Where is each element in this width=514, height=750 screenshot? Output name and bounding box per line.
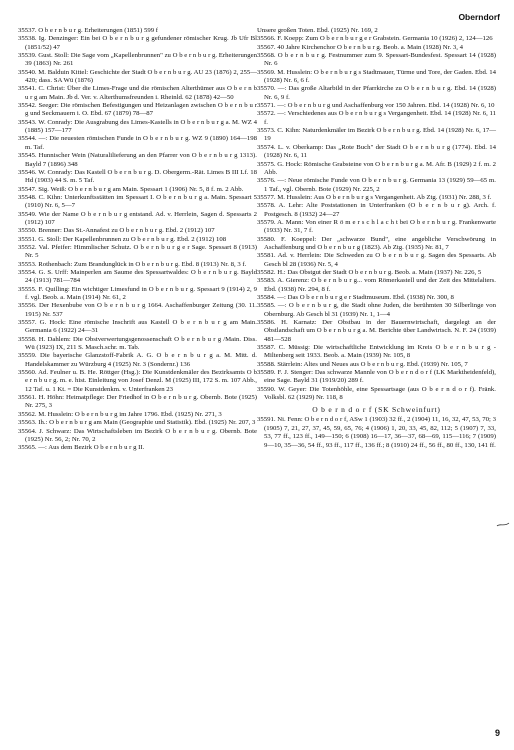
bib-entry: 35538. Ig. Denzinger: Ein bei O b e r n b u r g gefundener römischer Krug. Jb Ufr Bl (1851/52) 47 xyxy=(18,35,257,51)
bib-entry: 35590. W. Geyer: Die Totenhöhle, eine Spessartsage (aus O b e r n d o r f). Fränk. Volksbl. 62 (1929) Nr. 118, 8 xyxy=(257,385,496,402)
bib-entry: 35561. H. Höhn: Heimatpflege: Der Friedhof in O b e r n b u r g. Obernb. Bote (1925) Nr. 275, 3 xyxy=(18,394,257,410)
bib-entry: 35558. H. Dahlem: Die Obstverwertungsgenossenschaft O b e r n b u r g /Main. Diss. Wü (1923) IX, 211 S. Masch.schr. m. Tab. xyxy=(18,335,257,352)
bib-entry: 35588. Stärrlein: Altes und Neues aus O b e r n b u r g. Ebd. (1939) Nr. 105, 7 xyxy=(257,360,468,368)
bib-entry: 35565. —: Aus dem Bezirk O b e r n b u r g II. xyxy=(18,444,145,452)
bib-entry: 35553. Rothenbach: Zum Brandunglück in O b e r n b u r g. Ebd. 8 (1913) Nr. 8, 3 f. xyxy=(18,260,247,268)
bib-entry: 35587. C. Müssig: Die wirtschaftliche Entwicklung im Kreis O b e r n b u r g -Miltenberg seit 1933. Beob. a. Main (1939) Nr. 105, 8 xyxy=(257,344,496,360)
bib-entry: 35573. C. Kihn: Naturdenkmäler im Bezirk O b e r n b u r g. Ebd. 14 (1928) Nr. 6, 17—19 xyxy=(257,127,496,143)
pencil-mark-icon xyxy=(496,522,510,528)
running-head: Oberndorf xyxy=(458,12,500,22)
bib-entry: 35572. —: Verschiedenes aus O b e r n b u r g s Vergangenheit. Ebd. 14 (1928) Nr. 6, 11 f. xyxy=(257,110,496,126)
bib-entry: 35554. G. S. Urff: Mainperlen am Saume des Spessartwaldes: O b e r n b u r g. Bayld 24 (1913) 781—784 xyxy=(18,268,257,285)
bib-entry: 35576. —: Neue römische Funde von O b e r n b u r g. Germania 13 (1929) 59—65 m. 1 Taf., vgl. Obernb. Bote (1929) Nr. 225, 2 xyxy=(257,177,496,193)
bib-entry: 35543. W. Conrady: Die Ausgrabung des Limes-Kastells in O b e r n b u r g a. M. WZ 4 (1885) 157—177 xyxy=(18,118,257,135)
bib-entry: 35540. M. Balduin Kittel: Geschichte der Stadt O b e r n b u r g. AU 23 (1876) 2, 255—420; dass. SA Wü (1876) xyxy=(18,68,257,85)
bib-entry: 35541. C. Christ: Über die Limes-Frage und die römischen Alterthümer aus O b e r n b u r g am Main. Jb d. Ver. v. Alterthumsfreunden i. Rheinld. 62 (1878) 42—50 xyxy=(18,85,257,101)
bib-entry: 35568. O b e r n b u r g. Festnummer zum 9. Spessart-Bundesfest. Spessart 14 (1928) Nr. 6 xyxy=(257,52,496,68)
section-heading: O b e r n d o r f (SK Schweinfurt) xyxy=(312,405,441,415)
bib-entry: 35574. L. v. Oberkamp: Das „Rote Buch" der Stadt O b e r n b u r g (1774). Ebd. 14 (1928) Nr. 6, 11 xyxy=(257,143,496,160)
bib-entry: 35581. Ad. v. Herrlein: Die Schweden zu O b e r n b u r g. Sagen des Spessarts. Ab Gesch bl 28 (1936) Nr. 5, 4 xyxy=(257,252,496,268)
bib-entry: 35539. Gust. Stoll: Die Sage vom „Kapellenbrunnen" zu O b e r n b u r g. Erheiterungen 39 (1863) Nr. 261 xyxy=(18,52,257,68)
bib-entry: 35562. M. Husslein: O b e r n b u r g im Jahre 1796. Ebd. (1925) Nr. 271, 3 xyxy=(18,410,222,418)
right-column xyxy=(257,27,496,450)
bib-entry: 35546. W. Conrady: Das Kastell O b e r n b u r g. D. Obergerm.-Rät. Limes B III Lf. 18 Hd (1903) 44 S. m. 5 Taf. xyxy=(18,168,257,185)
bib-entry: 35547. Sig. Weiß: O b e r n b u r g am Main. Spessart 1 (1906) Nr. 5, 8 f. m. 2 Abb. xyxy=(18,185,244,193)
bib-entry: 35589. F. J. Stenger: Das schwarze Mannle von O b e r n d o r f (LK Marktheidenfeld), eine Sage. Bayld 31 (1919/20) 289 f. xyxy=(257,369,496,385)
bib-entry: 35566. F. Koepp: Zum O b e r n b u r g e r Grabstein. Germania 10 (1926) 2, 124—126 xyxy=(257,35,493,43)
bib-entry: 35571. —: O b e r n b u r g und Aschaffenburg vor 150 Jahren. Ebd. 14 (1928) Nr. 6, 10 xyxy=(257,102,495,110)
bib-entry: 35556. Der Hexenbube von O b e r n b u r g 1664. Aschaffenburger Zeitung (30. 11. 1915) Nr. 537 xyxy=(18,302,257,318)
bib-entry: 35560. Ad. Feulner u. B. He. Röttger (Hsg.): Die Kunstdenkmäler des Bezirksamts O b e r n b u r g. m. e. hist. Einleitung von Josef Denzl. M (1925) III, 172 S. m. 107 Abb., 12 Taf. u. 1 Kt. = Die Kunstdenkm. v. Unterfranken 23 xyxy=(18,369,257,393)
bib-entry: 35537. O b e r n b u r g. Erheiterungen (1851) 599 f xyxy=(18,27,159,34)
bib-entry: 35550. Brenner: Das St.-Annafest zu O b e r n b u r g. Ebd. 2 (1912) 107 xyxy=(18,227,215,235)
bib-entry: 35582. H.: Das Obstgut der Stadt O b e r n b u r g. Beob. a. Main (1937) Nr. 226, 5 xyxy=(257,268,482,276)
bib-entry: 35549. Wie der Name O b e r n b u r g entstand. Ad. v. Herrlein, Sagen d. Spessarts 2 (1912) 107 xyxy=(18,210,257,226)
bib-entry: 35551. G. Stoll: Der Kapellenbrunnen zu O b e r n b u r g. Ebd. 2 (1912) 108 xyxy=(18,235,227,243)
bib-entry: 35577. M. Husslein: Aus O b e r n b u r g s Vergangenheit. Ab Ztg. (1931) Nr. 288, 3 f. xyxy=(257,193,492,201)
bib-entry: 35545. Hunnischer Wein (Naturalilieferung an den Pfarrer von O b e r n b u r g 1313). Bayld 7 (1896) 348 xyxy=(18,152,257,168)
bib-entry: 35585. —: O b e r n b u r g, die Stadt ohne Juden, die berühmten 30 Silberlinge von Obernburg. Ab Gesch bl 31 (1939) Nr. 1, 1—4 xyxy=(257,302,496,318)
bib-entry: 35559. Die bayerische Glanzstoff-Fabrik A. G. O b e r n b u r g a. M. Mitt. d. Handelskammer zu Würzburg 4 (1925) Nr. 3 (Sondernr.) 136 xyxy=(18,352,257,368)
left-column xyxy=(18,27,257,453)
bib-entry: Unsere großen Toten. Ebd. (1925) Nr. 169, 2 xyxy=(257,27,378,34)
bib-entry: 35552. Val. Pfeifer: Himmlischer Schutz. O b e r n b u r g e r Sage. Spessart 8 (1913) Nr. 5 xyxy=(18,243,257,260)
page-number: 9 xyxy=(494,728,500,738)
bib-entry: 35570. —: Das große Altarbild in der Pfarrkirche zu O b e r n b u r g. Ebd. 14 (1928) Nr. 6, 9 f. xyxy=(257,85,496,101)
bib-entry: 35591. Ni. Fenn: O b e r n d o r f, ASw 1 (1903) 32 ff., 2 (1904) 11, 16, 32, 47, 53, 70; 3 (1905) 7, 21, 27, 37, 45, 59, 65, 76; 4 (1906) 1, 20, 33, 45, 82, 112; 5 (1907) 7, 33, 53, 77 ff., 123 ff., 149—150; 6 (1908) 16—17, 36—37, 68—69, 115—116; 7 (1909) 9—10, 35—36, 54 ff., 93 ff., 117 ff., 136 ff.; 8 (1910) 24 ff., 56 ff., 80 ff., 130, 141 ff. xyxy=(257,416,496,449)
bib-entry: 35575. G. Hock: Römische Grabsteine von O b e r n b u r g a. M. Afr. B (1929) 2 f. m. 2 Abb. xyxy=(257,160,496,176)
bib-entry: 35544. —: Die neuesten römischen Funde in O b e r n b u r g. WZ 9 (1890) 164—198 m. Taf. xyxy=(18,135,257,151)
bib-entry: 35555. F. Quilling: Ein wichtiger Limesfund in O b e r n b u r g. Spessart 9 (1914) 2, 9 f. vgl. Beob. a. Main (1914) Nr. 61, 2 xyxy=(18,285,257,301)
bib-entry: 35563. Ih.: O b e r n b u r g am Main (Geographie und Statistik). Ebd. (1925) Nr. 207, 3 xyxy=(18,419,256,427)
bib-entry: 35564. J. Schwarz: Das Wirtschaftsleben im Bezirk O b e r n b u r g. Obernb. Bote (1925) Nr. 56, 2; Nr. 70, 2 xyxy=(18,427,257,443)
bib-entry: 35569. M. Husslein: O b e r n b u r g s Stadtmauer, Türme und Tore, der Gaden. Ebd. 14 (1928) Nr. 6, 6 f. xyxy=(257,68,496,85)
bib-entry: 35548. C. Kihn: Unterkunftsstätten im Spessart I. O b e r n b u r g a. Main. Spessart 5 (1910) Nr. 6, 5—7 xyxy=(18,193,257,210)
bib-entry: 35583. A. Gierenz: O b e r n b u r g... vom Römerkastell und der Zeit des Mittelalters. Ebd. (1938) Nr. 294, 8 f. xyxy=(257,277,496,293)
bib-entry: 35580. F. Koeppel: Der „schwarze Bund", eine angebliche Verschwörung in Aschaffenburg und O b e r n b u r g (1823). Ab Ztg. (1935) Nr. 81, 7 xyxy=(257,235,496,251)
bib-entry: 35579. A. Mann: Von einer R ö m e r s c h l a c h t bei O b e r n b u r g. Frankenwarte (1933) Nr. 31, 7 f. xyxy=(257,218,496,235)
bib-entry: 35586. H. Karnatz: Der Obstbau in der Bauernwirtschaft, dargelegt an der Obstlandschaft um O b e r n b u r g a. M. Berichte über Landwirtsch. N. F. 24 (1939) 481—528 xyxy=(257,319,496,343)
bib-entry: 35542. Seeger: Die römischen Befestigungen und Heizanlagen zwischen O b e r n b u r g und Seckmauern i. O. Ebd. 67 (1879) 78—87 xyxy=(18,102,257,118)
bib-entry: 35584. —: Das O b e r n b u r g e r Stadtmuseum. Ebd. (1938) Nr. 300, 8 xyxy=(257,294,454,301)
bib-entry: 35578. A. Lehr: Alte Poststationen in Unterfranken (O b e r n b u r g). Arch. f. Postgesch. 8 (1932) 24—27 xyxy=(257,202,496,218)
bib-entry: 35567. 40 Jahre Kirchenchor O b e r n b u r g. Beob. a. Main (1928) Nr. 3, 4 xyxy=(257,43,464,51)
bib-entry: 35557. G. Hock: Eine römische Inschrift aus Kastell O b e r n b u r g am Main. Germania 6 (1922) 24—31 xyxy=(18,319,257,335)
